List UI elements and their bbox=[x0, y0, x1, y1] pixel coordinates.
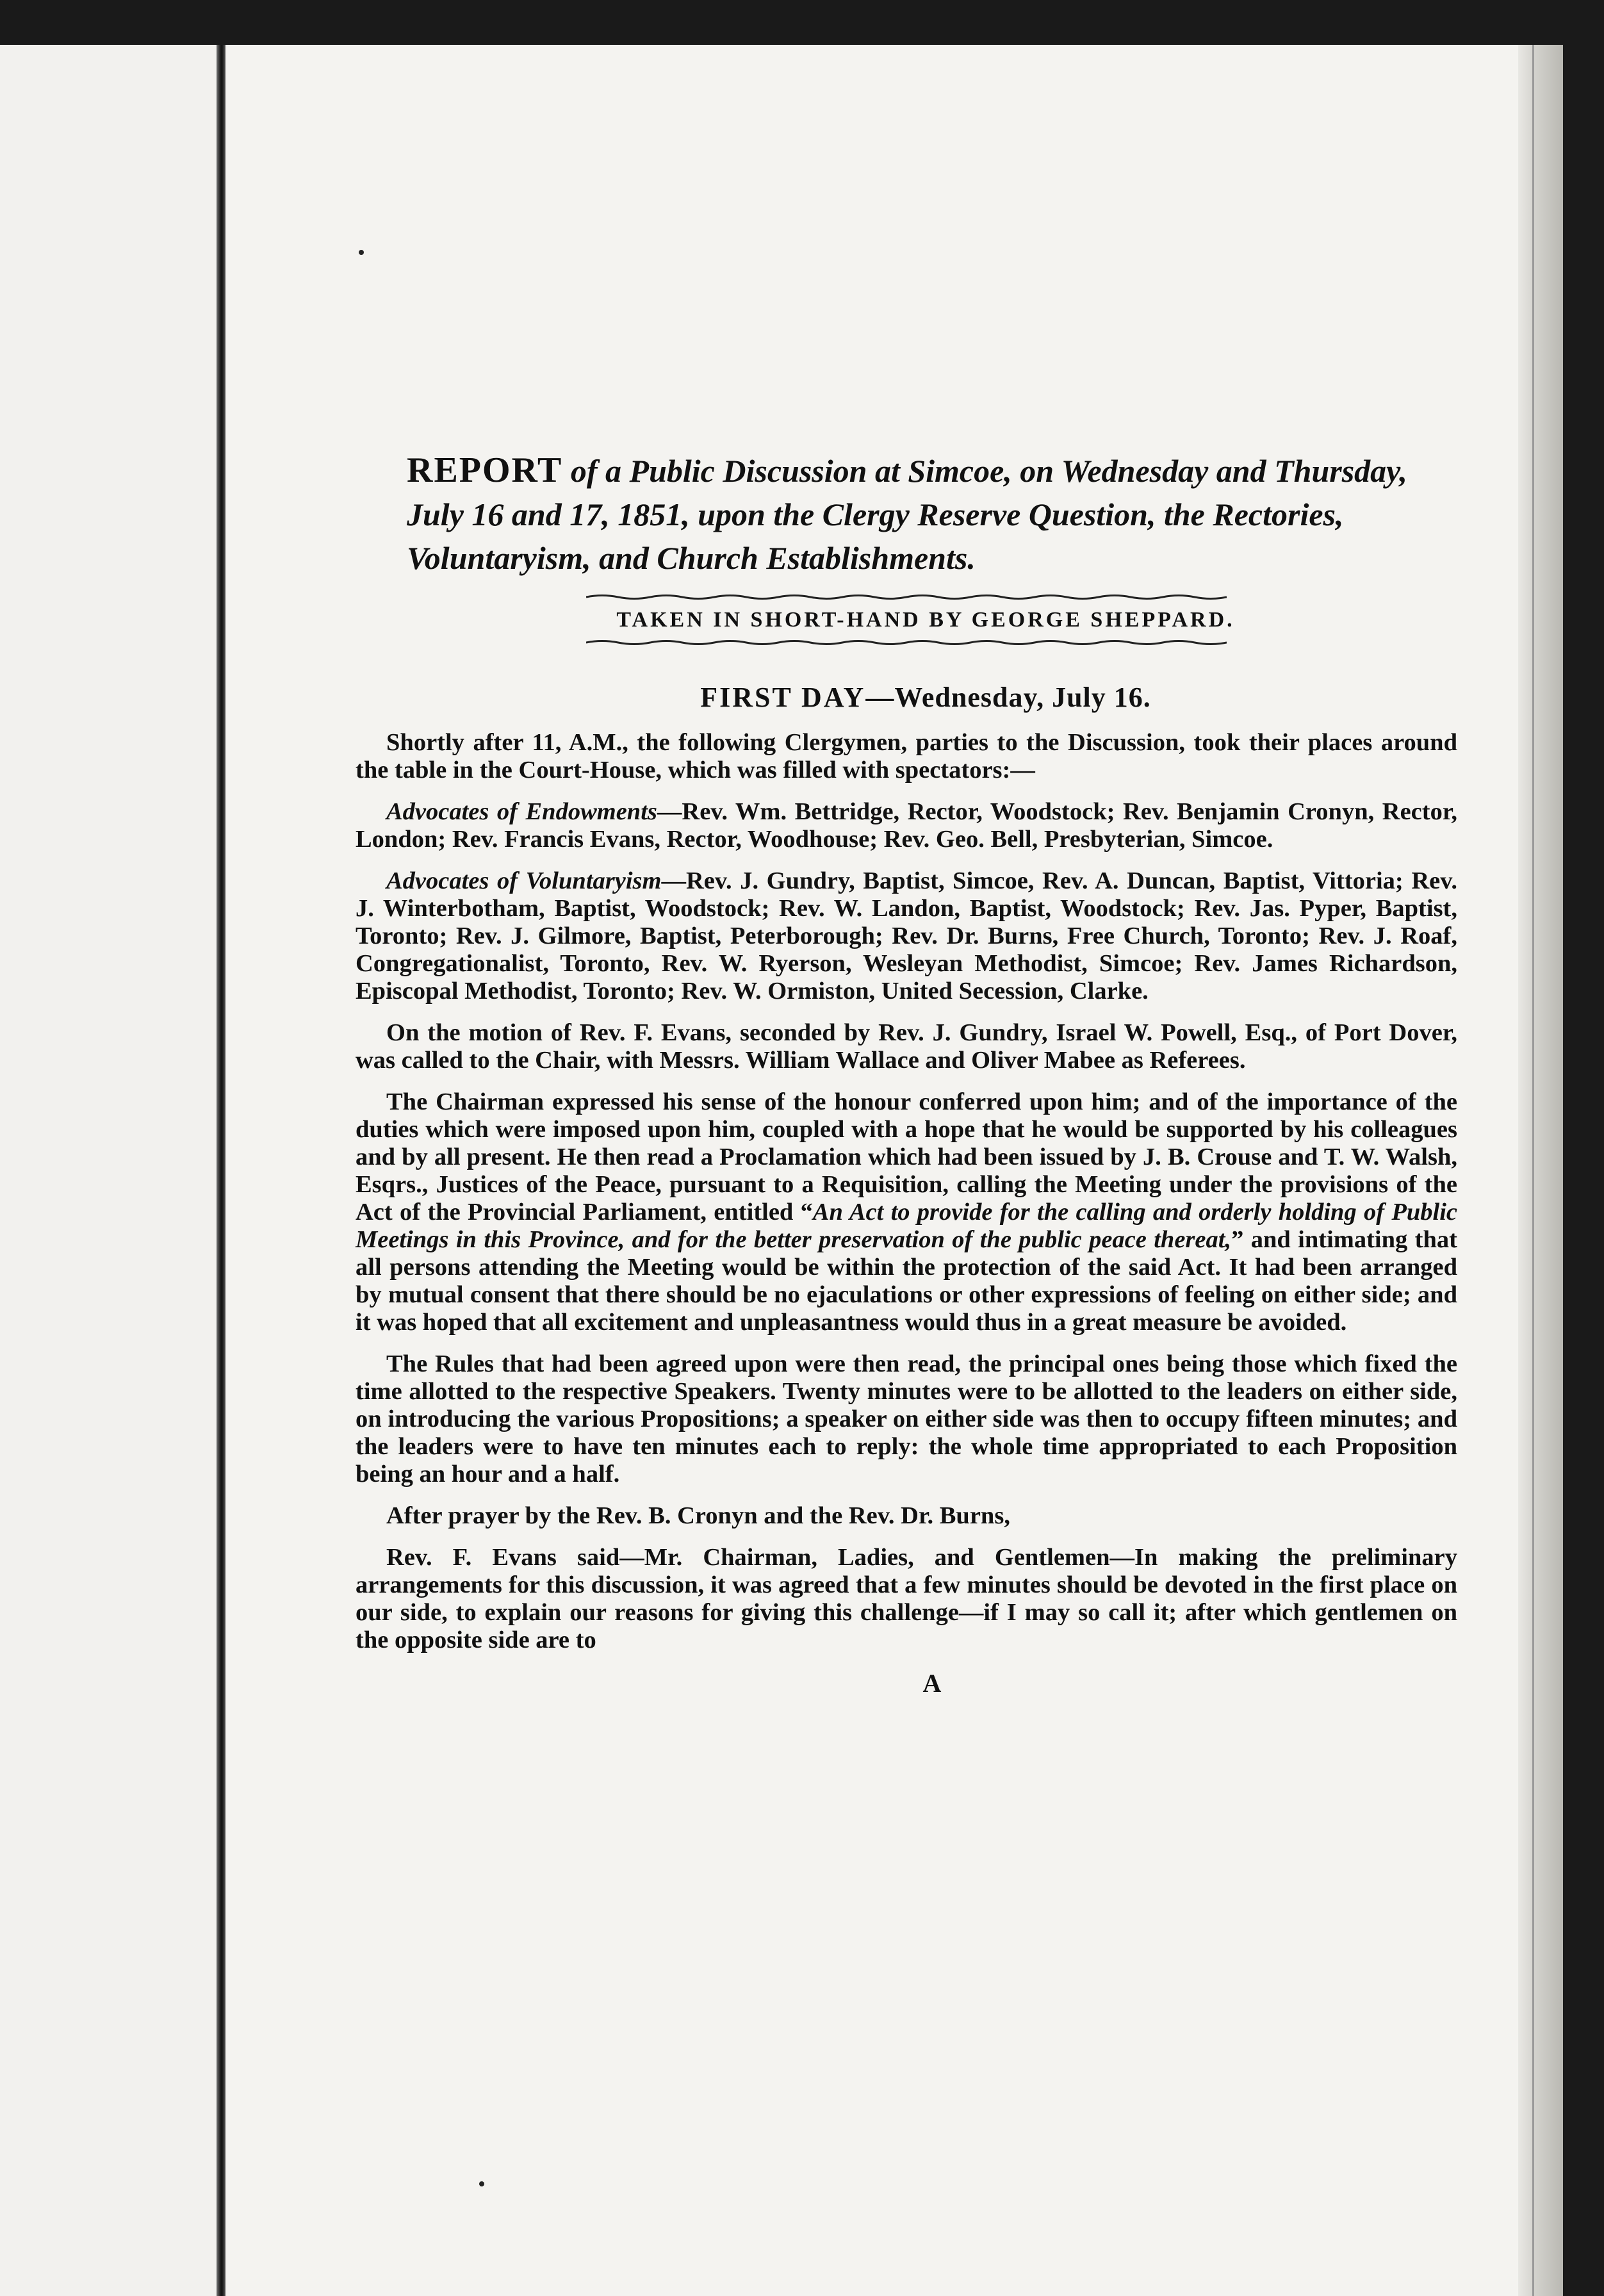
book-gutter bbox=[217, 45, 225, 2296]
ornamental-rule-top bbox=[586, 593, 1227, 602]
byline: TAKEN IN SHORT-HAND BY GEORGE SHEPPARD. bbox=[616, 608, 1235, 632]
paragraph-chair-motion: On the motion of Rev. F. Evans, seconded by Rev. J. Gundry, Israel W. Powell, Esq., of Port Dover, was called to the Chair, with Messrs. William Wallace and Oliver Mabee as Referees. bbox=[356, 1019, 1457, 1074]
chairman-text-b: ” and intimating that all persons attending the Meeting would be within the protection of the said Act. It had been arranged by mutual consent that there should be no ejaculations or other expressions of feeling on either side; and it was hoped that all excitement and unpleasantness would thus in a great measure be avoided. bbox=[356, 1226, 1457, 1336]
act-title: An Act to provide for the calling and orderly holding of Public Meetings in this Province, and for the better preservation of the public peace thereat, bbox=[356, 1199, 1457, 1253]
paragraph-chairman-address bbox=[356, 1088, 1457, 1336]
endowments-list: —Rev. Wm. Bettridge, Rector, Woodstock; Rev. Benjamin Cronyn, Rector, London; Rev. Francis Evans, Rector, Woodhouse; Rev. Geo. Bell, Presbyterian, Simcoe. bbox=[356, 798, 1457, 853]
left-page-edge bbox=[0, 45, 221, 2296]
paragraph-rules: The Rules that had been agreed upon were then read, the principal ones being those which fixed the time allotted to the respective Speakers. Twenty minutes were to be allotted to the leaders on either side, on introducing the various Propositions; a speaker on either side was then to occupy fifteen minutes; and the leaders were to have ten minutes each to reply: the whole time appropriated to each Proposition being an hour and a half. bbox=[356, 1350, 1457, 1488]
paragraph-voluntaryism bbox=[356, 867, 1457, 1005]
title-rest: of a Public Discussion at Simcoe, on Wednesday and Thursday, July 16 and 17, 1851, upon the Clergy Reserve Question, the Rectories, Voluntaryism, and Church Establishments. bbox=[407, 453, 1408, 576]
page-content bbox=[356, 404, 1457, 1698]
endowments-label: Advocates of Endowments bbox=[386, 798, 657, 825]
paragraph-attendance: Shortly after 11, A.M., the following Clergymen, parties to the Discussion, took their places around the table in the Court-House, which was filled with spectators:— bbox=[356, 729, 1457, 783]
print-speck bbox=[359, 250, 364, 255]
chairman-text-a: The Chairman expressed his sense of the honour conferred upon him; and of the importance of the duties which were imposed upon him, coupled with a hope that he would be supported by his colleagues and by all present. He then read a Proclamation which had been issued by J. B. Crouse and T. W. Walsh, Esqrs., Justices of the Peace, pursuant to a Requisition, calling the Meeting under the provisions of the Act of the Provincial Parliament, entitled “ bbox=[356, 1088, 1457, 1226]
section-date: —Wednesday, July 16. bbox=[865, 682, 1151, 713]
paragraph-evans-speech: Rev. F. Evans said—Mr. Chairman, Ladies, and Gentlemen—In making the preliminary arrangements for this discussion, it was agreed that a few minutes should be devoted in the first place on our side, to explain our reasons for giving this challenge—if I may so call it; after which gentlemen on the opposite side are to bbox=[356, 1544, 1457, 1653]
title-lead: REPORT bbox=[407, 450, 563, 490]
voluntaryism-label: Advocates of Voluntaryism bbox=[386, 867, 662, 894]
ornamental-rule-bottom bbox=[586, 637, 1227, 648]
voluntaryism-list: —Rev. J. Gundry, Baptist, Simcoe, Rev. A. Duncan, Baptist, Vittoria; Rev. J. Winterbotham, Baptist, Woodstock; Rev. W. Landon, Baptist, Woodstock; Rev. Jas. Pyper, Baptist, Toronto; Rev. J. Gilmore, Baptist, Peterborough; Rev. Dr. Burns, Free Church, Toronto; Rev. J. Roaf, Congregationalist, Toronto, Rev. W. Ryerson, Wesleyan Methodist, Simcoe; Rev. James Richardson, Episcopal Methodist, Toronto; Rev. W. Ormiston, United Secession, Clarke. bbox=[356, 867, 1457, 1004]
paragraph-endowments bbox=[356, 798, 1457, 853]
section-label: FIRST DAY bbox=[700, 682, 866, 713]
paragraph-prayer: After prayer by the Rev. B. Cronyn and the Rev. Dr. Burns, bbox=[386, 1502, 1010, 1529]
page-spread bbox=[0, 45, 1563, 2296]
section-heading bbox=[394, 681, 1457, 714]
right-page-edge bbox=[1518, 45, 1563, 2296]
signature-mark: A bbox=[922, 1669, 942, 1698]
print-speck bbox=[479, 2181, 484, 2186]
report-title bbox=[407, 448, 1457, 580]
